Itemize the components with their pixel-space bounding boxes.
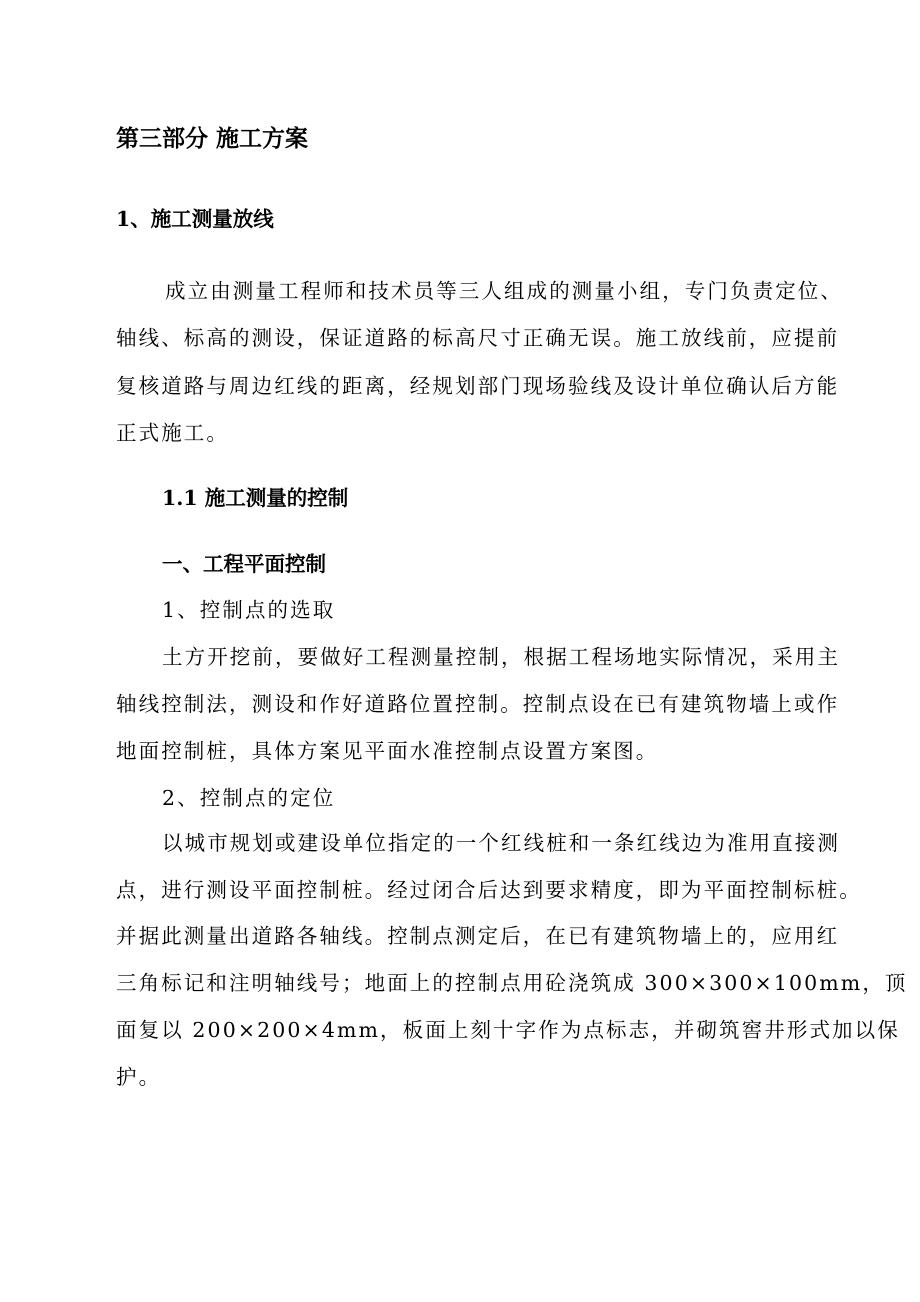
item-1-line-3: 地面控制桩，具体方案见平面水准控制点设置方案图。 bbox=[116, 739, 659, 763]
intro-line-4: 正式施工。 bbox=[116, 421, 229, 445]
document-title: 第三部分 施工方案 bbox=[116, 125, 309, 152]
item-2-line-4: 三角标记和注明轴线号；地面上的控制点用砼浇筑成 300×300×100mm，顶 bbox=[116, 971, 908, 995]
item-2-line-2: 点，进行测设平面控制桩。经过闭合后达到要求精度，即为平面控制标桩。 bbox=[116, 878, 862, 902]
item-2-line-6: 护。 bbox=[116, 1065, 162, 1089]
item-1-line-2: 轴线控制法，测设和作好道路位置控制。控制点设在已有建筑物墙上或作 bbox=[116, 692, 840, 716]
intro-line-1: 成立由测量工程师和技术员等三人组成的测量小组，专门负责定位、 bbox=[165, 279, 843, 303]
item-2-line-3: 并据此测量出道路各轴线。控制点测定后，在已有建筑物墙上的，应用红 bbox=[116, 924, 840, 948]
item-2-line-1: 以城市规划或建设单位指定的一个红线桩和一条红线边为准用直接测 bbox=[162, 831, 840, 855]
subsection-heading-1-1: 1.1 施工测量的控制 bbox=[162, 486, 349, 510]
section-heading-1: 1、施工测量放线 bbox=[116, 207, 274, 231]
item-2-line-5: 面复以 200×200×4mm，板面上刻十字作为点标志，并砌筑窖井形式加以保 bbox=[116, 1018, 900, 1042]
intro-line-2: 轴线、标高的测设，保证道路的标高尺寸正确无误。施工放线前，应提前 bbox=[116, 326, 840, 350]
item-1-line-1: 土方开挖前，要做好工程测量控制，根据工程场地实际情况，采用主 bbox=[162, 645, 840, 669]
part-heading-1: 一、工程平面控制 bbox=[162, 552, 326, 576]
item-2-label: 2、控制点的定位 bbox=[162, 786, 336, 810]
item-1-label: 1、控制点的选取 bbox=[162, 598, 336, 622]
intro-line-3: 复核道路与周边红线的距离，经规划部门现场验线及设计单位确认后方能 bbox=[116, 374, 840, 398]
